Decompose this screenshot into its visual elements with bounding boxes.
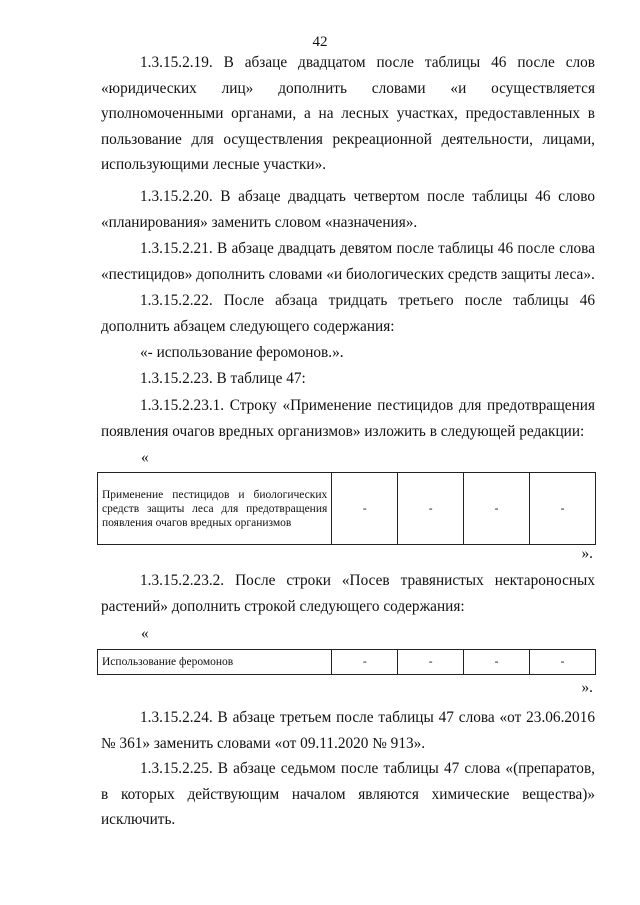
table1-close-quote: ». — [581, 545, 593, 562]
table-cell-dash: - — [464, 473, 530, 545]
paragraph-1-3-15-2-20: 1.3.15.2.20. В абзаце двадцать четвертом после таблицы 46 слово «планирования» заменить словом «назначения». — [101, 188, 595, 231]
paragraph-new-pheromones: «- использование феромонов.». — [140, 344, 344, 361]
table-cell-dash: - — [530, 473, 596, 545]
table-cell-dash: - — [530, 650, 596, 675]
page-number: 42 — [312, 34, 328, 50]
table1-open-quote: « — [141, 449, 149, 466]
table-cell-row-label: Использование феромонов — [98, 650, 332, 675]
table-pheromones-row — [97, 649, 596, 675]
paragraph-1-3-15-2-23-1: 1.3.15.2.23.1. Строку «Применение пестицидов для предотвращения появления очагов вредных организмов» изложить в следующей редакции: — [101, 397, 595, 440]
table-cell-dash: - — [398, 650, 464, 675]
paragraph-1-3-15-2-23: 1.3.15.2.23. В таблице 47: — [140, 370, 306, 387]
table2-close-quote: ». — [581, 679, 593, 696]
table-cell-dash: - — [332, 473, 398, 545]
table2-open-quote: « — [141, 625, 149, 642]
table-cell-dash: - — [398, 473, 464, 545]
table-pesticides-row — [97, 472, 596, 545]
table-row — [98, 650, 596, 675]
table-row — [98, 473, 596, 545]
paragraph-1-3-15-2-21: 1.3.15.2.21. В абзаце двадцать девятом после таблицы 46 после слова «пестицидов» дополнить словами «и биологических средств защиты леса». — [101, 240, 595, 283]
paragraph-1-3-15-2-25: 1.3.15.2.25. В абзаце седьмом после таблицы 47 слова «(препаратов, в которых действующим началом являются химические вещества)» исключить. — [101, 760, 595, 828]
paragraph-1-3-15-2-23-2: 1.3.15.2.23.2. После строки «Посев травянистых нектароносных растений» дополнить строкой следующего содержания: — [101, 572, 595, 615]
paragraph-1-3-15-2-19: 1.3.15.2.19. В абзаце двадцатом после таблицы 46 после слов «юридических лиц» дополнить словами «и осуществляется уполномоченными органами, а на лесных участках, предоставленных в пользование для осуществления рекреационной деятельности, лицами, использующими лесные участки». — [101, 54, 595, 173]
paragraph-1-3-15-2-24: 1.3.15.2.24. В абзаце третьем после таблицы 47 слова «от 23.06.2016 № 361» заменить словами «от 09.11.2020 № 913». — [101, 709, 595, 752]
table-cell-dash: - — [464, 650, 530, 675]
paragraph-1-3-15-2-22: 1.3.15.2.22. После абзаца тридцать третьего после таблицы 46 дополнить абзацем следующего содержания: — [101, 292, 595, 335]
table-cell-dash: - — [332, 650, 398, 675]
table-cell-row-label: Применение пестицидов и биологических средств защиты леса для предотвращения появления очагов вредных организмов — [98, 473, 332, 545]
